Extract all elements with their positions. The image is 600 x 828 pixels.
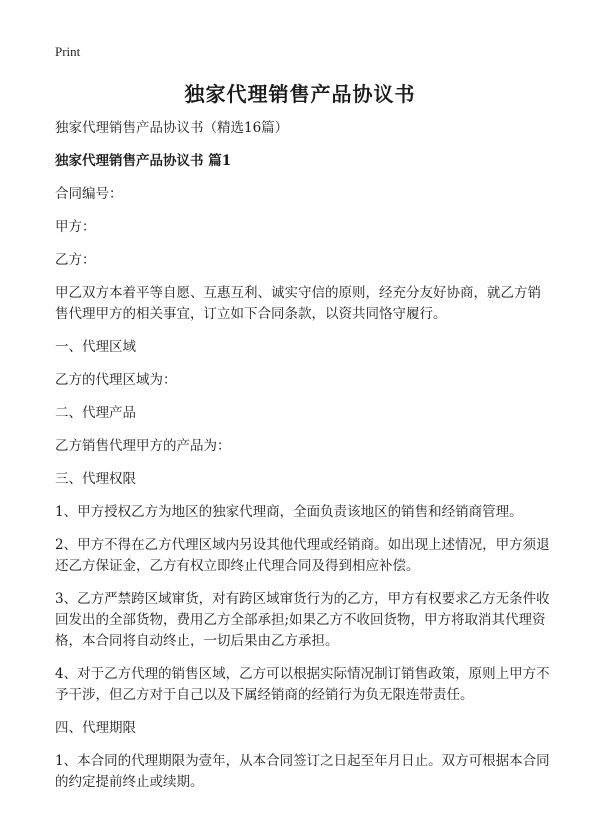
document-body [55, 118, 550, 805]
paragraph-authority-4: 4、对于乙方代理的销售区域，乙方可以根据实际情况制订销售政策，原则上甲方不予干涉，但乙方对于自己以及下属经销商的经销行为负无限连带责任。 [55, 666, 550, 703]
paragraph-party-a: 甲方： [55, 219, 96, 235]
print-link[interactable]: Print [55, 44, 81, 59]
heading-agency-region: 一、代理区域 [55, 339, 136, 355]
paragraph-contract-number: 合同编号： [55, 186, 123, 202]
paragraph-authority-3: 3、乙方严禁跨区域窜货，对有跨区域窜货行为的乙方，甲方有权要求乙方无条件收回发出的全部货物，费用乙方全部承担;如果乙方不收回货物，甲方将取消其代理资格，本合同将自动终止，一切后果由乙方承担。 [55, 591, 550, 649]
paragraph-preamble: 甲乙双方本着平等自愿、互惠互利、诚实守信的原则，经充分友好协商，就乙方销售代理甲方的相关事宜，订立如下合同条款，以资共同恪守履行。 [55, 285, 541, 322]
document-intro: 独家代理销售产品协议书（精选16篇） [55, 120, 289, 136]
document-title: 独家代理销售产品协议书 [184, 82, 416, 106]
section-title: 独家代理销售产品协议书 篇1 [55, 153, 232, 169]
heading-agency-term: 四、代理期限 [55, 720, 136, 736]
paragraph-party-b: 乙方： [55, 252, 96, 268]
paragraph-agency-region: 乙方的代理区域为： [55, 372, 177, 388]
heading-agency-authority: 三、代理权限 [55, 471, 136, 487]
paragraph-agency-products: 乙方销售代理甲方的产品为： [55, 438, 231, 454]
paragraph-authority-1: 1、甲方授权乙方为地区的独家代理商，全面负责该地区的销售和经销商管理。 [55, 504, 523, 520]
heading-agency-products: 二、代理产品 [55, 405, 136, 421]
paragraph-authority-2: 2、甲方不得在乙方代理区域内另设其他代理或经销商。如出现上述情况，甲方须退还乙方保证金，乙方有权立即终止代理合同及得到相应补偿。 [55, 537, 550, 574]
paragraph-term-1: 1、本合同的代理期限为壹年，从本合同签订之日起至年月日止。双方可根据本合同的约定提前终止或续期。 [55, 753, 550, 790]
